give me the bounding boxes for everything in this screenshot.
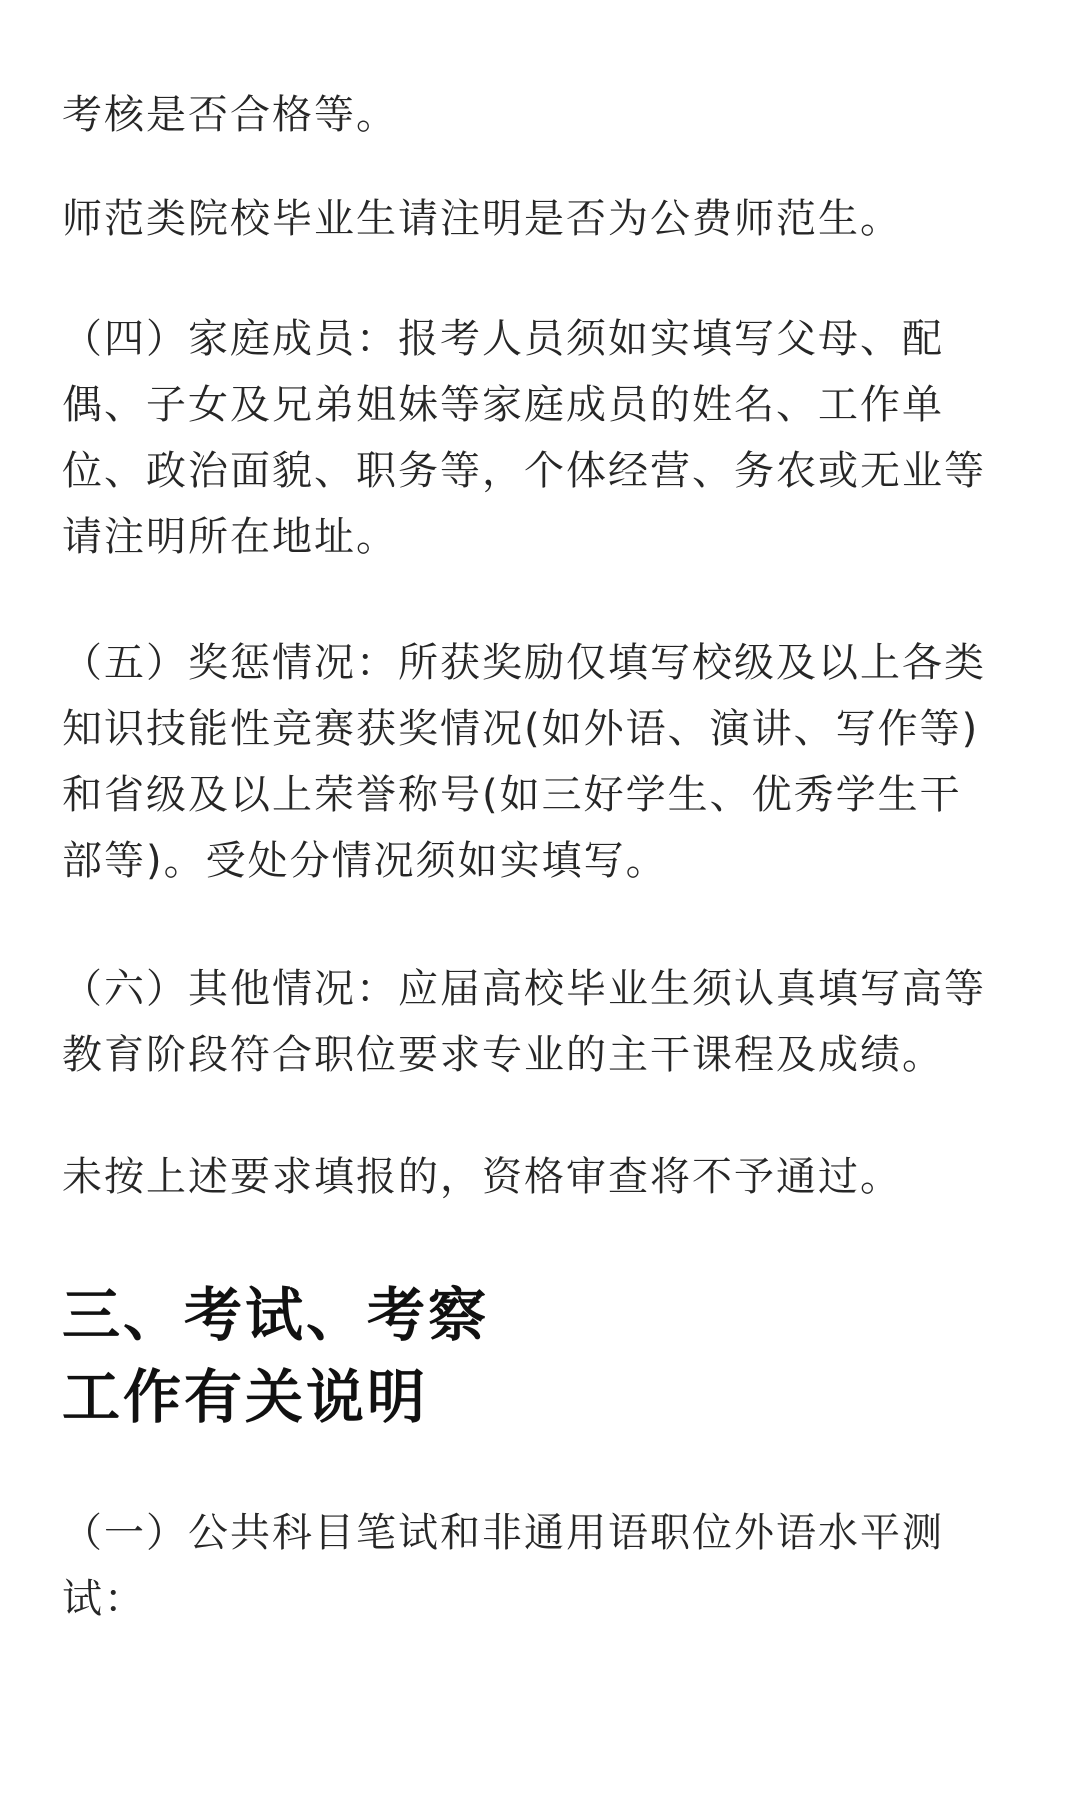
paragraph-assessment: 考核是否合格等。 <box>62 92 398 138</box>
paragraph-family-members: （四）家庭成员：报考人员须如实填写父母、配 偶、子女及兄弟姐妹等家庭成员的姓名、工作单 位、政治面貌、职务等，个体经营、务农或无业等 请注明所在地址。 <box>62 316 986 560</box>
paragraph-rewards-punishments: （五）奖惩情况：所获奖励仅填写校级及以上各类 知识技能性竞赛获奖情况(如外语、演讲、写作等) 和省级及以上荣誉称号(如三好学生、优秀学生干 部等)。受处分情况须如实填写。 <box>62 640 986 884</box>
section-heading: 三、考试、考察 工作有关说明 <box>62 1281 490 1431</box>
paragraph-other-info: （六）其他情况：应届高校毕业生须认真填写高等 教育阶段符合职位要求专业的主干课程及成绩。 <box>62 966 986 1078</box>
paragraph-review-notice: 未按上述要求填报的，资格审查将不予通过。 <box>62 1154 902 1200</box>
paragraph-written-exam: （一）公共科目笔试和非通用语职位外语水平测 试： <box>62 1510 944 1622</box>
paragraph-normal-university: 师范类院校毕业生请注明是否为公费师范生。 <box>62 196 902 242</box>
